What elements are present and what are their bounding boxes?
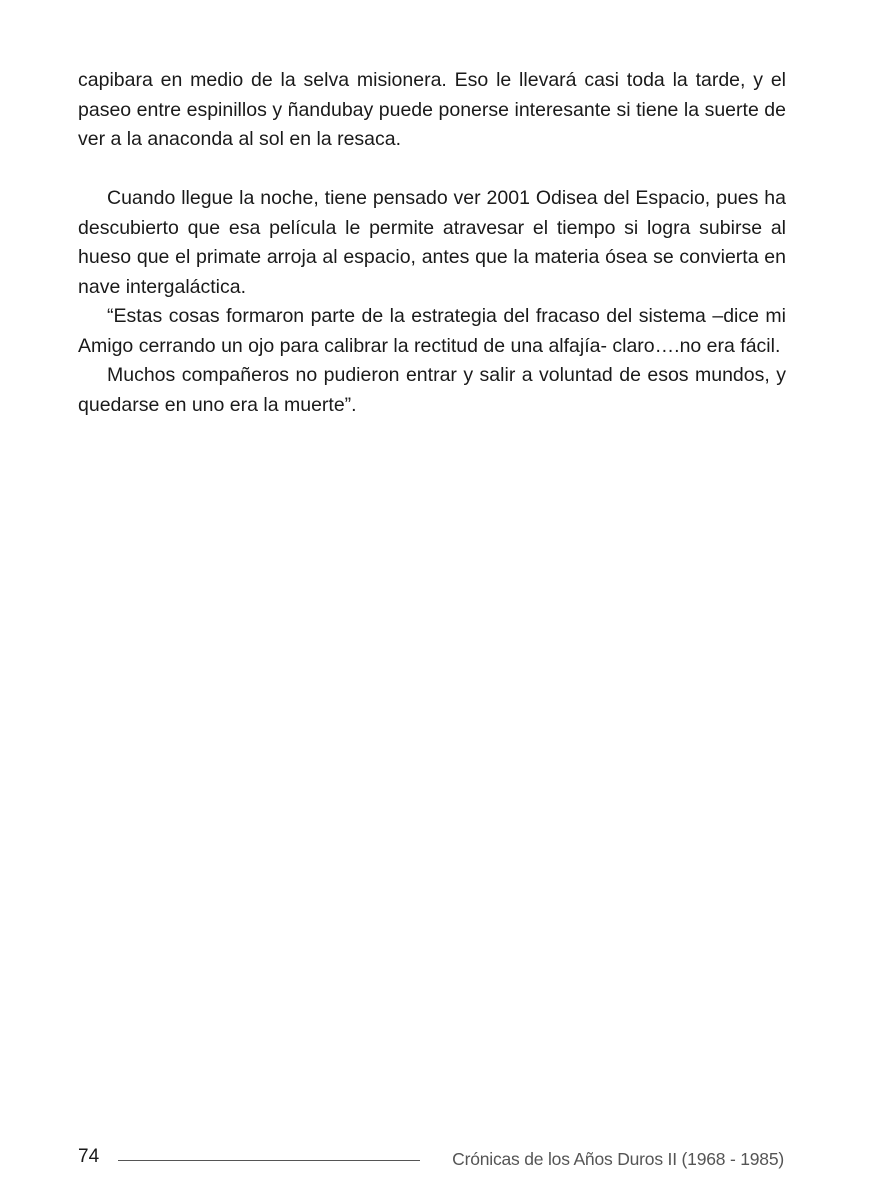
paragraph-strategy-quote: “Estas cosas formaron parte de la estrategia del fracaso del sistema –dice mi Amigo cerrando un ojo para calibrar la rectitud de una alfajía- claro….no era fácil. <box>78 305 786 357</box>
paragraph-companions: Muchos compañeros no pudieron entrar y salir a voluntad de esos mundos, y quedarse en uno era la muerte”. <box>78 364 786 416</box>
paragraph-continuation: capibara en medio de la selva misionera. Eso le llevará casi toda la tarde, y el paseo entre espinillos y ñandubay puede ponerse interesante si tiene la suerte de ver a la anaconda al sol en la resaca. <box>78 69 786 150</box>
body-text <box>78 66 786 420</box>
footer-divider <box>118 1160 420 1161</box>
running-title: Crónicas de los Años Duros II (1968 - 1985) <box>452 1149 784 1169</box>
page-footer <box>78 1144 786 1174</box>
page-number: 74 <box>78 1146 100 1167</box>
paragraph-night-film: Cuando llegue la noche, tiene pensado ver 2001 Odisea del Espacio, pues ha descubierto que esa película le permite atravesar el tiempo si logra subirse al hueso que el primate arroja al espacio, antes que la materia ósea se convierta en nave intergaláctica. <box>78 187 786 298</box>
